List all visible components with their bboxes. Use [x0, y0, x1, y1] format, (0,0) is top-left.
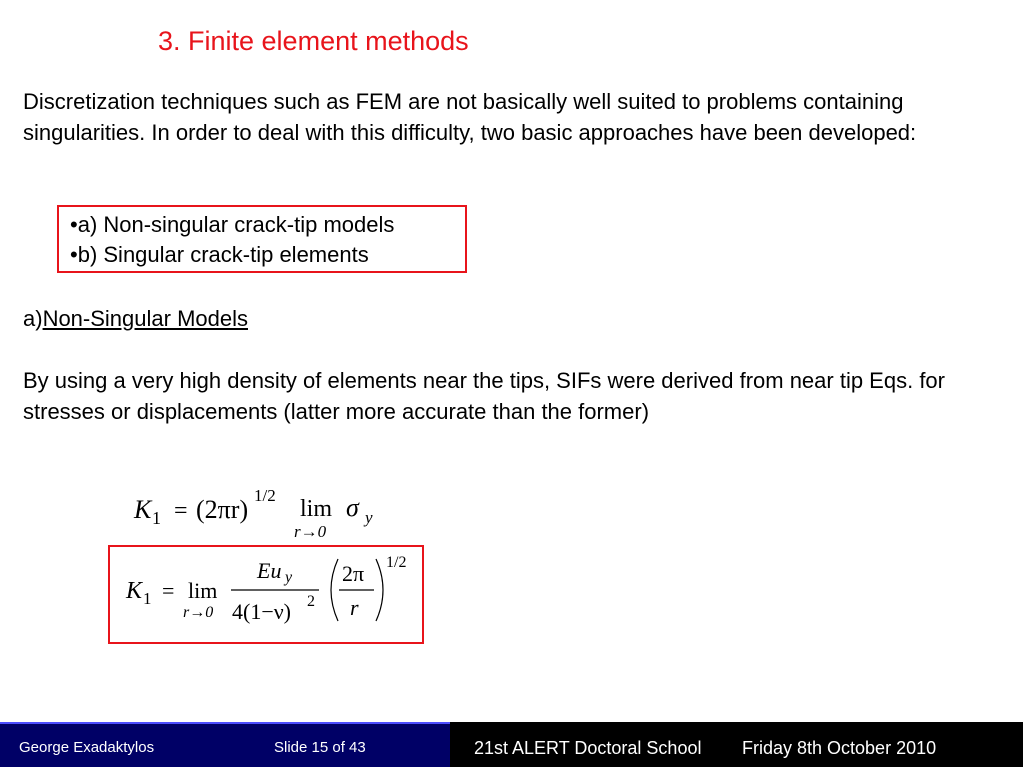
footer-left-panel — [0, 722, 450, 767]
eq2-lim: lim — [188, 578, 218, 603]
eq2-equals: = — [162, 578, 175, 603]
approaches-box — [57, 205, 467, 273]
eq2-lhs: K — [126, 578, 143, 604]
bullet-icon: • — [70, 212, 78, 237]
eq2-numerator: Eu — [257, 558, 282, 583]
eq2-frac2-numerator: 2π — [342, 561, 365, 586]
displacement-equation-box — [108, 545, 424, 644]
eq2-numerator-sub: y — [285, 569, 293, 586]
footer-right-panel — [450, 722, 1023, 767]
approach-item — [70, 210, 394, 240]
body-paragraph: By using a very high density of elements near the tips, SIFs were derived from near tip Eqs. for stresses or displacements (latter more accurate than the former) — [23, 368, 945, 424]
intro-paragraph: Discretization techniques such as FEM are not basically well suited to problems containing singularities. In order to deal with this difficulty, two basic approaches have been developed: — [23, 89, 917, 145]
eq1-sigma-sub: y — [365, 508, 373, 527]
eq1-lhs: K — [134, 495, 152, 524]
footer-author: George Exadaktylos — [19, 739, 155, 756]
slide-footer — [0, 722, 1023, 767]
eq1-lim: lim — [300, 496, 333, 522]
eq1-equals: = — [174, 498, 188, 524]
eq2-frac2-denominator: r — [350, 595, 359, 620]
section-heading — [23, 303, 248, 334]
section-prefix: a) — [23, 306, 43, 331]
eq2-right-paren — [376, 559, 383, 621]
equation-stress — [130, 480, 390, 550]
slide-title: 3. Finite element methods — [158, 26, 469, 56]
eq2-denominator-exp: 2 — [307, 593, 315, 610]
eq2-denominator: 4(1−ν) — [232, 599, 292, 624]
equation-displacement — [110, 547, 426, 646]
eq2-exponent: 1/2 — [386, 554, 407, 571]
bullet-icon: • — [70, 242, 78, 267]
footer-slide-counter: Slide 15 of 43 — [274, 739, 366, 756]
eq1-factor: (2πr) — [196, 495, 249, 524]
approach-label: a) Non-singular crack-tip models — [77, 212, 395, 237]
section-title: Non-Singular Models — [42, 306, 248, 331]
eq2-lim-sub: r→0 — [183, 604, 214, 621]
eq1-sigma: σ — [346, 493, 359, 522]
eq1-lim-sub: r→0 — [294, 522, 327, 541]
approach-label: b) Singular crack-tip elements — [77, 242, 369, 267]
eq1-lhs-sub: 1 — [152, 508, 161, 528]
footer-date: Friday 8th October 2010 — [742, 738, 937, 758]
eq2-lhs-sub: 1 — [143, 589, 152, 608]
eq1-exponent: 1/2 — [254, 486, 276, 505]
approach-item — [70, 240, 369, 270]
eq2-left-paren — [331, 559, 338, 621]
footer-event: 21st ALERT Doctoral School — [474, 738, 702, 758]
